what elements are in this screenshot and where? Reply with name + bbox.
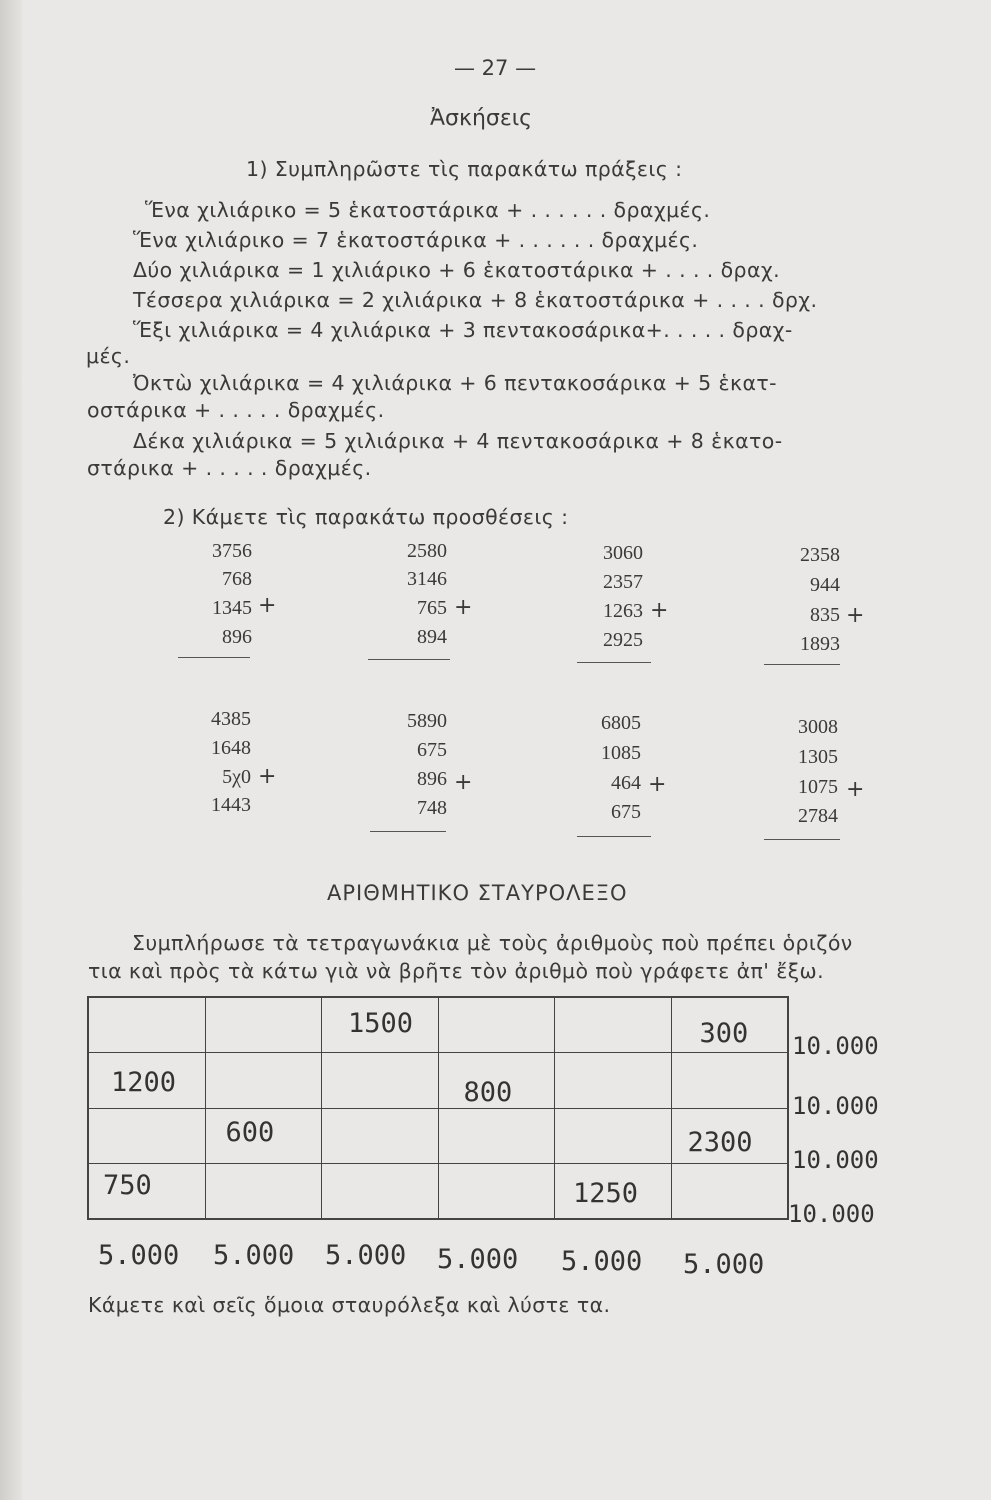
addend: 5890 (407, 710, 447, 732)
addition-problem (545, 712, 641, 842)
addition-problem (150, 540, 252, 670)
sum-line (368, 659, 450, 660)
addend: 748 (417, 797, 447, 819)
crossword-cell[interactable] (205, 1053, 322, 1108)
addition-problem (350, 710, 447, 840)
sum-line (370, 831, 446, 832)
sum-line (577, 836, 651, 837)
plus-sign: + (258, 764, 277, 789)
crossword-cell[interactable] (438, 1108, 555, 1163)
book-spine-shadow (0, 0, 22, 1500)
crossword-cell[interactable] (438, 998, 555, 1053)
ex1-line: Ἕξι χιλιάρικα = 4 χιλιάρικα + 3 πεντακοσάρικα+. . . . . δραχ- (133, 318, 793, 342)
addend: 5χ0 (222, 766, 251, 788)
plus-sign: + (650, 598, 669, 623)
sum-line (178, 657, 250, 658)
sum-line (764, 664, 840, 665)
crossword-cell[interactable] (205, 1108, 322, 1163)
crossword-cell[interactable] (322, 998, 439, 1053)
row-total: 10.000 (792, 1032, 879, 1060)
addition-problem (150, 708, 251, 838)
addend: 3008 (798, 716, 838, 738)
crossword-cell[interactable] (89, 1163, 206, 1218)
ex1-line: Δύο χιλιάρικα = 1 χιλιάρικο + 6 ἑκατοστάρικα + . . . . δραχ. (133, 258, 781, 282)
addend: 675 (611, 801, 641, 823)
plus-sign: + (258, 593, 277, 618)
crossword-cell[interactable] (89, 1108, 206, 1163)
cell-value: 1500 (348, 1008, 414, 1039)
addend: 1305 (798, 746, 838, 768)
cell-value: 800 (463, 1077, 513, 1109)
ex1-line: Ὀκτὼ χιλιάρικα = 4 χιλιάρικα + 6 πεντακοσάρικα + 5 ἑκατ- (133, 371, 777, 395)
crossword-cell[interactable] (555, 1108, 672, 1163)
column-total: 5.000 (683, 1249, 765, 1280)
crossword-cell[interactable] (438, 1163, 555, 1218)
addend: 6805 (601, 712, 641, 734)
addend: 1085 (601, 742, 641, 764)
page-number: — 27 — (454, 56, 537, 80)
page-heading: Ἀσκήσεις (430, 106, 533, 131)
addend: 1075 (798, 776, 838, 798)
addend: 896 (417, 768, 447, 790)
addend: 1893 (800, 633, 840, 655)
addend: 896 (222, 626, 252, 648)
addition-problem (740, 716, 838, 846)
crossword-instruction: Συμπλήρωσε τὰ τετραγωνάκια μὲ τοὺς ἀριθμοὺς ποὺ πρέπει ὁριζόν (132, 931, 853, 955)
column-total: 5.000 (98, 1240, 180, 1271)
addend: 765 (417, 597, 447, 619)
ex1-line: οστάρικα + . . . . . δραχμές. (87, 398, 385, 422)
cell-value: 2300 (687, 1126, 753, 1158)
crossword-cell[interactable] (322, 1108, 439, 1163)
crossword-cell[interactable] (205, 998, 322, 1053)
addend: 944 (810, 574, 840, 596)
addition-problem (545, 542, 643, 672)
crossword-cell[interactable] (205, 1163, 322, 1218)
column-total: 5.000 (213, 1240, 295, 1271)
addend: 2357 (603, 571, 643, 593)
sum-line (577, 662, 651, 663)
column-total: 5.000 (325, 1240, 407, 1271)
column-total: 5.000 (437, 1244, 519, 1275)
plus-sign: + (454, 770, 473, 795)
ex1-line: Τέσσερα χιλιάρικα = 2 χιλιάρικα + 8 ἑκατοστάρικα + . . . . δρχ. (133, 288, 818, 312)
crossword-cell[interactable] (555, 1053, 672, 1108)
ex1-line: μές. (86, 344, 131, 368)
ex1-intro: 1) Συμπληρῶστε τὶς παρακάτω πράξεις : (246, 157, 683, 181)
ex1-line: Ἕνα χιλιάρικο = 5 ἑκατοστάρικα + . . . . . . δραχμές. (145, 198, 711, 222)
addition-problem (740, 544, 840, 674)
addend: 768 (222, 568, 252, 590)
addend: 3756 (212, 540, 252, 562)
plus-sign: + (846, 777, 865, 802)
addend: 2580 (407, 540, 447, 562)
cell-value: 600 (225, 1116, 275, 1148)
ex1-line: Δέκα χιλιάρικα = 5 χιλιάρικα + 4 πεντακοσάρικα + 8 ἑκατο- (133, 429, 783, 453)
column-total: 5.000 (561, 1246, 643, 1277)
crossword-cell[interactable] (671, 1053, 788, 1108)
crossword-cell[interactable] (555, 1163, 672, 1218)
addend: 2784 (798, 805, 838, 827)
row-total: 10.000 (788, 1200, 875, 1228)
ex2-intro: 2) Κάμετε τὶς παρακάτω προσθέσεις : (163, 505, 569, 529)
addend: 1345 (212, 597, 252, 619)
crossword-cell[interactable] (89, 998, 206, 1053)
plus-sign: + (846, 603, 865, 628)
crossword-cell[interactable] (671, 1108, 788, 1163)
addend: 2925 (603, 629, 643, 651)
addend: 894 (417, 626, 447, 648)
addend: 464 (611, 772, 641, 794)
crossword-cell[interactable] (671, 1163, 788, 1218)
crossword-cell[interactable] (671, 998, 788, 1053)
addition-problem (350, 540, 447, 670)
addend: 3060 (603, 542, 643, 564)
addend: 4385 (211, 708, 251, 730)
plus-sign: + (454, 595, 473, 620)
sum-line (764, 839, 840, 840)
ex1-line: Ἕνα χιλιάρικο = 7 ἑκατοστάρικα + . . . . . . δραχμές. (133, 228, 699, 252)
crossword-instruction: τια καὶ πρὸς τὰ κάτω γιὰ νὰ βρῆτε τὸν ἀριθμὸ ποὺ γράφετε ἀπ' ἔξω. (88, 959, 825, 983)
cell-value: 1250 (573, 1177, 639, 1209)
footer-instruction: Κάμετε καὶ σεῖς ὅμοια σταυρόλεξα καὶ λύστε τα. (88, 1293, 611, 1317)
crossword-cell[interactable] (322, 1163, 439, 1218)
addend: 1263 (603, 600, 643, 622)
crossword-cell[interactable] (438, 1053, 555, 1108)
plus-sign: + (648, 772, 667, 797)
addend: 835 (810, 604, 840, 626)
crossword-cell[interactable] (555, 998, 672, 1053)
crossword-cell[interactable] (322, 1053, 439, 1108)
addend: 1443 (211, 794, 251, 816)
addend: 2358 (800, 544, 840, 566)
crossword-grid (87, 996, 789, 1220)
crossword-cell[interactable] (89, 1053, 206, 1108)
row-total: 10.000 (792, 1146, 879, 1174)
ex1-line: στάρικα + . . . . . δραχμές. (87, 456, 372, 480)
row-total: 10.000 (792, 1092, 879, 1120)
crossword-title: ΑΡΙΘΜΗΤΙΚΟ ΣΤΑΥΡΟΛΕΞΟ (327, 881, 628, 905)
addend: 675 (417, 739, 447, 761)
cell-value: 300 (699, 1018, 749, 1049)
cell-value: 1200 (111, 1067, 177, 1099)
cell-value: 750 (103, 1169, 152, 1201)
addend: 3146 (407, 568, 447, 590)
addend: 1648 (211, 737, 251, 759)
